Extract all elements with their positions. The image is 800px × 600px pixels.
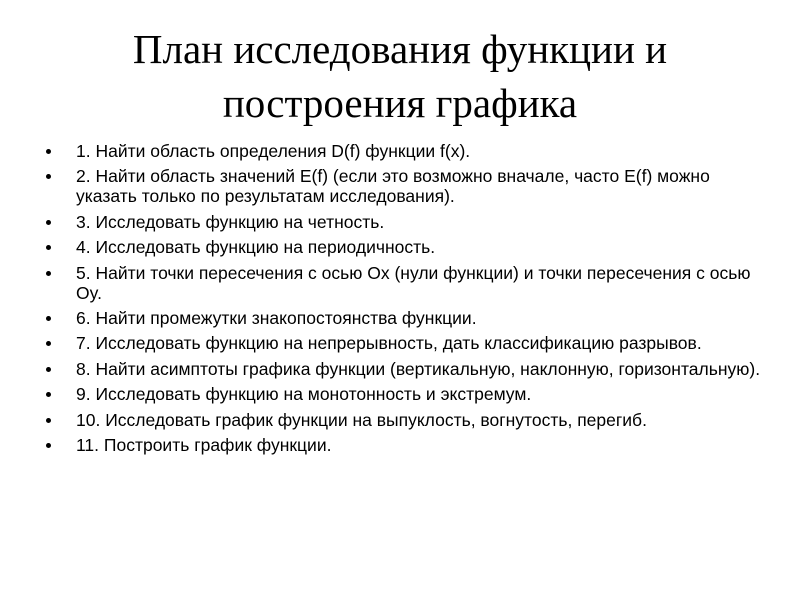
bullet-text: 2. Найти область значений E(f) (если это возможно вначале, часто E(f) можно указать только по результатам исследования). — [76, 166, 710, 207]
bullet-text: 1. Найти область определения D(f) функции f(x). — [76, 141, 471, 161]
slide-title-line-2: построения графика — [222, 80, 578, 126]
bullet-dot-icon — [46, 174, 51, 179]
bullet-item — [46, 435, 766, 455]
bullet-item — [46, 410, 766, 430]
bullet-text: 9. Исследовать функцию на монотонность и экстремум. — [76, 384, 532, 405]
bullet-dot-icon — [46, 341, 51, 346]
bullet-text: 5. Найти точки пересечения с осью Ox (нули функции) и точки пересечения с осью Oy. — [76, 262, 751, 303]
bullet-item — [46, 384, 766, 404]
bullet-dot-icon — [46, 443, 51, 448]
bullet-text: 7. Исследовать функцию на непрерывность, дать классификацию разрывов. — [76, 333, 702, 354]
bullet-dot-icon — [46, 392, 51, 397]
bullet-dot-icon — [46, 220, 51, 225]
bullet-text: 3. Исследовать функцию на четность. — [76, 211, 385, 232]
bullet-text: 8. Найти асимптоты графика функции (вертикальную, наклонную, горизонтальную). — [76, 358, 761, 379]
bullet-item — [46, 141, 766, 161]
slide-title-line-1: План исследования функции и — [132, 26, 668, 72]
bullet-dot-icon — [46, 245, 51, 250]
bullet-text: 4. Исследовать функцию на периодичность. — [76, 237, 436, 258]
bullet-item — [46, 212, 766, 232]
bullet-item — [46, 166, 766, 206]
bullet-item — [46, 333, 766, 353]
bullet-dot-icon — [46, 418, 51, 423]
bullet-item — [46, 308, 766, 328]
bullet-item — [46, 359, 766, 379]
slide-title — [40, 22, 760, 130]
bullet-dot-icon — [46, 316, 51, 321]
bullet-text: 10. Исследовать график функции на выпуклость, вогнутость, перегиб. — [76, 409, 647, 430]
bullet-item — [46, 237, 766, 257]
bullet-dot-icon — [46, 271, 51, 276]
bullet-dot-icon — [46, 149, 51, 154]
bullet-dot-icon — [46, 367, 51, 372]
bullet-list — [46, 141, 766, 460]
bullet-item — [46, 263, 766, 303]
bullet-text: 11. Построить график функции. — [76, 434, 332, 455]
bullet-text: 6. Найти промежутки знакопостоянства функции. — [76, 307, 477, 328]
